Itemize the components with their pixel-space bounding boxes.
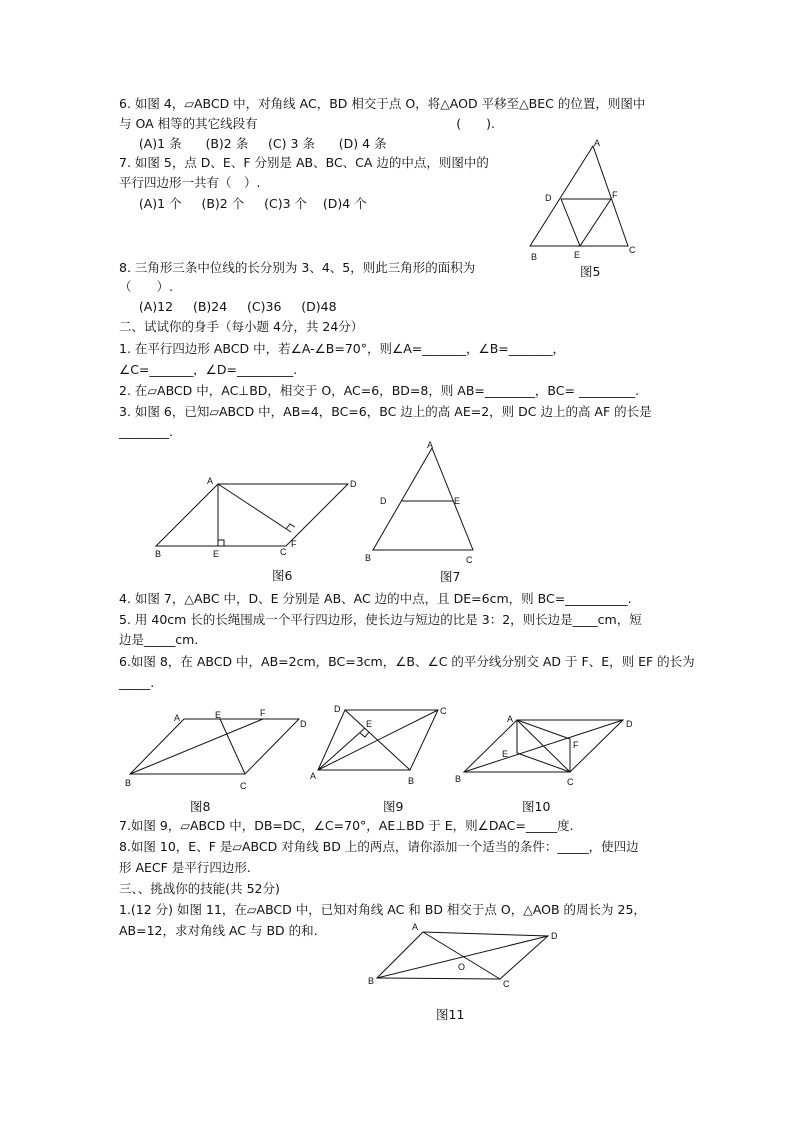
fig8-caption: 图8 <box>190 799 211 814</box>
fig11-caption: 图11 <box>436 1007 465 1022</box>
s2-q1-line-1: 1. 在平行四边形 ABCD 中，若∠A-∠B=70°，则∠A=_______，∠B=_______， <box>119 341 565 356</box>
figure-8 <box>120 705 315 795</box>
fig9-caption: 图9 <box>383 799 404 814</box>
fig6-label-e: E <box>213 549 220 559</box>
fig10-label-c: C <box>567 777 574 787</box>
s3-q1-line-1: 1.(12 分) 如图 11，在▱ABCD 中，已知对角线 AC 和 BD 相交于点 O，△AOB 的周长为 25， <box>119 902 646 917</box>
s2-q8-line-1: 8.如图 10，E、F 是▱ABCD 对角线 BD 上的两点，请你添加一个适当的条件：_____，使四边 <box>119 839 639 854</box>
figure-6 <box>150 474 365 564</box>
fig6-label-a: A <box>207 476 214 486</box>
fig6-altitude-af <box>218 484 291 532</box>
fig6-label-b: B <box>155 549 162 559</box>
q8-options: (A)12 (B)24 (C)36 (D)48 <box>119 299 337 314</box>
fig10-caption: 图10 <box>522 799 551 814</box>
s2-q3-line-2: ________. <box>119 424 173 439</box>
fig7-label-a: A <box>427 440 434 450</box>
fig10-label-f: F <box>573 740 579 750</box>
fig5-label-e: E <box>574 250 581 260</box>
fig5-label-c: C <box>629 245 636 255</box>
fig11-label-a: A <box>412 922 419 932</box>
fig7-label-d: D <box>380 496 387 506</box>
fig9-diagonal-ac <box>318 710 438 770</box>
s2-q4: 4. 如图 7，△ABC 中，D、E 分别是 AB、AC 边的中点，且 DE=6cm，则 BC=__________. <box>119 591 632 606</box>
q8-line-1: 8. 三角形三条中位线的长分别为 3、4、5，则此三角形的面积为 <box>119 260 476 275</box>
fig11-label-d: D <box>551 931 558 941</box>
fig11-label-b: B <box>368 976 375 986</box>
figure-5 <box>525 138 645 266</box>
fig10-label-a: A <box>507 714 514 724</box>
fig6-caption: 图6 <box>272 568 293 583</box>
s2-q6-line-2: _____. <box>119 675 155 690</box>
q6-line-1: 6. 如图 4，▱ABCD 中，对角线 AC，BD 相交于点 O，将△AOD 平移至△BEC 的位置，则图中 <box>119 96 646 111</box>
s2-q3-line-1: 3. 如图 6，已知▱ABCD 中，AB=4，BC=6，BC 边上的高 AE=2，则 DC 边上的高 AF 的长是 <box>119 404 652 419</box>
figure-7 <box>365 440 485 570</box>
fig6-label-c: C <box>280 547 287 557</box>
figure-11 <box>365 920 565 992</box>
s2-q8-line-2: 形 AECF 是平行四边形. <box>119 860 251 875</box>
fig9-perpendicular-ae <box>318 728 365 770</box>
section-2-heading: 二、试试你的身手（每小题 4分，共 24分） <box>119 319 364 334</box>
fig6-parallelogram-abcd <box>156 484 348 546</box>
fig10-label-b: B <box>455 774 462 784</box>
fig7-label-b: B <box>365 553 372 563</box>
fig8-label-b: B <box>125 778 132 788</box>
fig9-label-c: C <box>440 706 447 716</box>
fig6-label-f: F <box>291 539 297 549</box>
fig7-label-c: C <box>466 555 473 565</box>
q8-line-2: （ ）. <box>119 279 173 294</box>
fig10-label-e: E <box>502 749 509 759</box>
fig6-right-angle-e <box>218 540 224 546</box>
fig9-label-d: D <box>334 704 341 714</box>
fig5-label-d: D <box>545 193 552 203</box>
q6-options: (A)1 条 (B)2 条 (C) 3 条 (D) 4 条 <box>119 136 387 151</box>
q7-line-2: 平行四边形一共有（ ）. <box>119 175 261 190</box>
fig5-caption: 图5 <box>580 264 601 279</box>
fig9-right-angle-e <box>360 732 369 737</box>
fig10-label-d: D <box>626 719 633 729</box>
s3-q1-line-2: AB=12，求对角线 AC 与 BD 的和. <box>119 923 318 938</box>
fig5-midpoint-lines <box>561 199 611 246</box>
fig5-label-f: F <box>612 190 618 200</box>
fig8-label-f: F <box>260 708 266 718</box>
fig8-bisector-ce <box>220 719 245 774</box>
fig8-label-a: A <box>174 713 181 723</box>
fig10-diagonal-ac <box>517 720 570 772</box>
fig11-label-o: O <box>458 962 466 972</box>
fig11-label-c: C <box>503 979 510 989</box>
s2-q7: 7.如图 9，▱ABCD 中，DB=DC，∠C=70°，AE⊥BD 于 E，则∠DAC=_____度. <box>119 818 574 833</box>
fig9-label-b: B <box>408 776 415 786</box>
s2-q6-line-1: 6.如图 8，在 ABCD 中，AB=2cm，BC=3cm，∠B、∠C 的平分线分别交 AD 于 F、E，则 EF 的长为 <box>119 654 695 669</box>
fig8-label-d: D <box>300 719 307 729</box>
figure-9 <box>310 700 450 792</box>
q6-line-2: 与 OA 相等的其它线段有 ( ). <box>119 116 496 131</box>
fig6-label-d: D <box>350 479 357 489</box>
fig7-label-e: E <box>454 496 461 506</box>
s2-q1-line-2: ∠C=_______，∠D=_________. <box>119 362 298 377</box>
fig8-label-c: C <box>240 781 247 791</box>
s2-q2: 2. 在▱ABCD 中，AC⊥BD，相交于 O，AC=6，BD=8，则 AB=________，BC= _________. <box>119 383 640 398</box>
fig8-label-e: E <box>215 710 222 720</box>
fig6-right-angle-f <box>286 524 295 529</box>
fig8-parallelogram-abcd <box>130 719 299 774</box>
fig5-label-a: A <box>594 138 601 148</box>
q7-line-1: 7. 如图 5，点 D、E、F 分别是 AB、BC、CA 边的中点，则图中的 <box>119 155 489 170</box>
fig5-label-b: B <box>531 252 538 262</box>
fig9-label-a: A <box>310 771 317 781</box>
fig7-caption: 图7 <box>440 569 461 584</box>
figure-10 <box>455 706 645 792</box>
s2-q5-line-1: 5. 用 40cm 长的长绳围成一个平行四边形，使长边与短边的比是 3：2，则长边是____cm，短 <box>119 612 642 627</box>
s2-q5-line-2: 边是_____cm. <box>119 632 199 647</box>
q7-options: (A)1 个 (B)2 个 (C)3 个 (D)4 个 <box>119 196 367 211</box>
section-3-heading: 三、、挑战你的技能(共 52分) <box>119 881 280 896</box>
fig8-bisector-bf <box>130 719 263 774</box>
fig9-label-e: E <box>366 719 373 729</box>
